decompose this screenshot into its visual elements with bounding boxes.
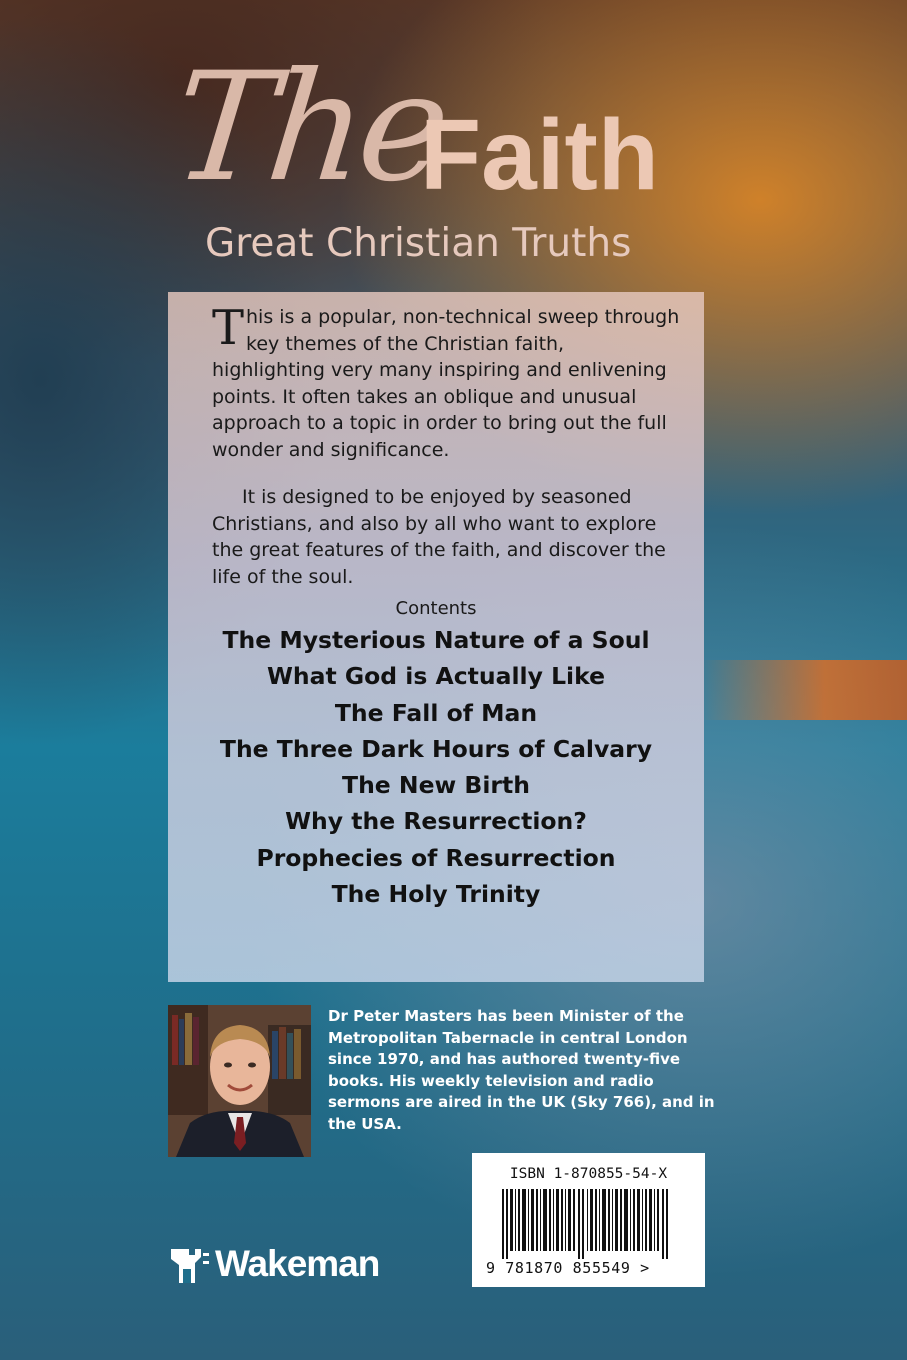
barcode-icon (502, 1189, 677, 1259)
description-paragraph-1 (212, 300, 682, 463)
wakeman-logo-icon (165, 1243, 211, 1289)
title-the: The (165, 41, 452, 215)
drop-cap: T (212, 300, 245, 356)
isbn-label: ISBN 1-870855-54-X (509, 1166, 668, 1182)
contents-list (168, 622, 704, 912)
title-faith: Faith (420, 99, 659, 211)
author-photo (168, 1005, 311, 1157)
contents-item: The New Birth (342, 771, 530, 800)
contents-item: The Holy Trinity (331, 880, 541, 909)
contents-item: The Fall of Man (334, 698, 538, 727)
author-bio: Dr Peter Masters has been Minister of the Metropolitan Tabernacle in central London since 1970, and has authored twenty-five books. His weekly television and radio sermons are aired in the UK (Sky 766), and in the USA. (328, 1007, 715, 1133)
contents-item: Why the Resurrection? (285, 807, 587, 836)
contents-item: Prophecies of Resurrection (256, 843, 616, 872)
barcode-box (472, 1153, 705, 1287)
publisher-name: Wakeman (215, 1243, 380, 1284)
barcode-digits: 9 781870 855549 > (486, 1259, 650, 1277)
subtitle: Great Christian Truths (205, 221, 632, 266)
author-portrait-illustration (168, 1005, 311, 1157)
contents-item: The Three Dark Hours of Calvary (219, 734, 653, 763)
contents-item: What God is Actually Like (266, 662, 606, 691)
description-paragraph-2: It is designed to be enjoyed by seasoned Christians, and also by all who want to explore the great features of the faith, and discover the life of the soul. (212, 486, 666, 588)
contents-item: The Mysterious Nature of a Soul (222, 626, 650, 654)
paragraph-1-text: his is a popular, non-technical sweep through key themes of the Christian faith, highlighting very many inspiring and enlivening points. It often takes an oblique and unusual approach to a topic in order to bring out the full wonder and significance. (212, 306, 680, 461)
contents-label: Contents (395, 598, 477, 619)
decorative-band (700, 660, 907, 720)
